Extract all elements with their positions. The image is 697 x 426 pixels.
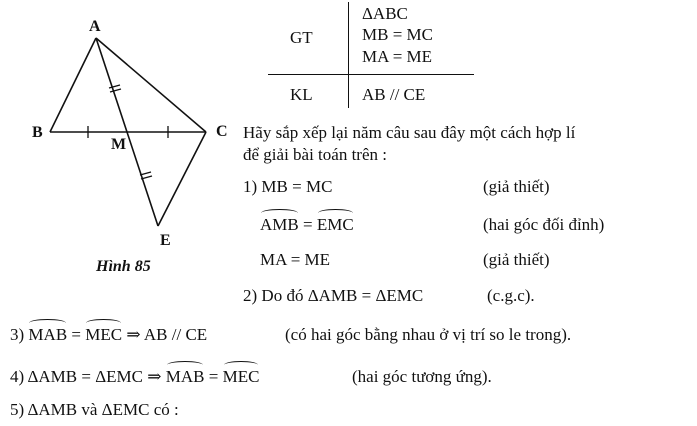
segment-ab bbox=[50, 38, 96, 132]
label-a: A bbox=[89, 18, 101, 35]
figure-caption: Hình 85 bbox=[96, 258, 151, 275]
segment-ac bbox=[96, 38, 206, 132]
label-e: E bbox=[160, 232, 171, 249]
table-vertical-rule bbox=[348, 2, 349, 108]
intro-line-1: Hãy sắp xếp lại năm câu sau đây một cách hợp lí bbox=[243, 123, 576, 142]
step-5-text: 5) ΔAMB và ΔEMC có : bbox=[10, 400, 179, 419]
step-3-conclusion: ⇒ AB // CE bbox=[122, 325, 208, 344]
kl-text: AB // CE bbox=[362, 85, 426, 104]
step-3-note: (có hai góc bằng nhau ở vị trí so le trong). bbox=[285, 325, 572, 344]
step-2-text: 2) Do đó ΔAMB = ΔEMC bbox=[243, 286, 424, 305]
angle-mab: MAB bbox=[28, 325, 68, 344]
step-4-note: (hai góc tương ứng). bbox=[352, 367, 492, 386]
angle-mec: MEC bbox=[85, 325, 123, 344]
tick-am-1 bbox=[109, 85, 120, 88]
angle-mec-2: MEC bbox=[222, 367, 260, 386]
angle-emc: EMC bbox=[316, 215, 354, 234]
step-1b-note: (hai góc đối đỉnh) bbox=[483, 215, 605, 234]
step-4-text bbox=[10, 367, 259, 387]
gt-line-2: MB = MC bbox=[362, 25, 433, 44]
angle-mab-2: MAB bbox=[165, 367, 205, 386]
step-3-prefix: 3) bbox=[10, 325, 25, 344]
step-1c-note: (giả thiết) bbox=[483, 250, 550, 269]
step-4-prefix: 4) ΔAMB = ΔEMC ⇒ bbox=[10, 367, 162, 386]
gt-line-3: MA = ME bbox=[362, 47, 433, 66]
equals-sign: = bbox=[204, 367, 223, 386]
step-2-note: (c.g.c). bbox=[487, 286, 535, 305]
tick-am-2 bbox=[110, 89, 121, 92]
label-m: M bbox=[111, 136, 127, 153]
segment-ce bbox=[158, 132, 206, 226]
step-1-note: (giả thiết) bbox=[483, 177, 550, 196]
tick-me-1 bbox=[140, 172, 151, 175]
step-1c-text: MA = ME bbox=[260, 250, 331, 269]
label-b: B bbox=[32, 124, 43, 141]
table-horizontal-rule bbox=[268, 74, 474, 75]
kl-label: KL bbox=[290, 85, 313, 104]
intro-line-2: để giải bài toán trên : bbox=[243, 145, 387, 164]
angle-amb: AMB bbox=[260, 215, 299, 234]
gt-line-1: ΔABC bbox=[362, 4, 408, 23]
step-3-text bbox=[10, 325, 207, 345]
equals-sign: = bbox=[298, 215, 317, 234]
step-1b-text bbox=[260, 215, 354, 235]
step-1-text: 1) MB = MC bbox=[243, 177, 333, 196]
gt-label: GT bbox=[290, 28, 313, 47]
label-c: C bbox=[216, 123, 228, 140]
equals-sign: = bbox=[67, 325, 86, 344]
